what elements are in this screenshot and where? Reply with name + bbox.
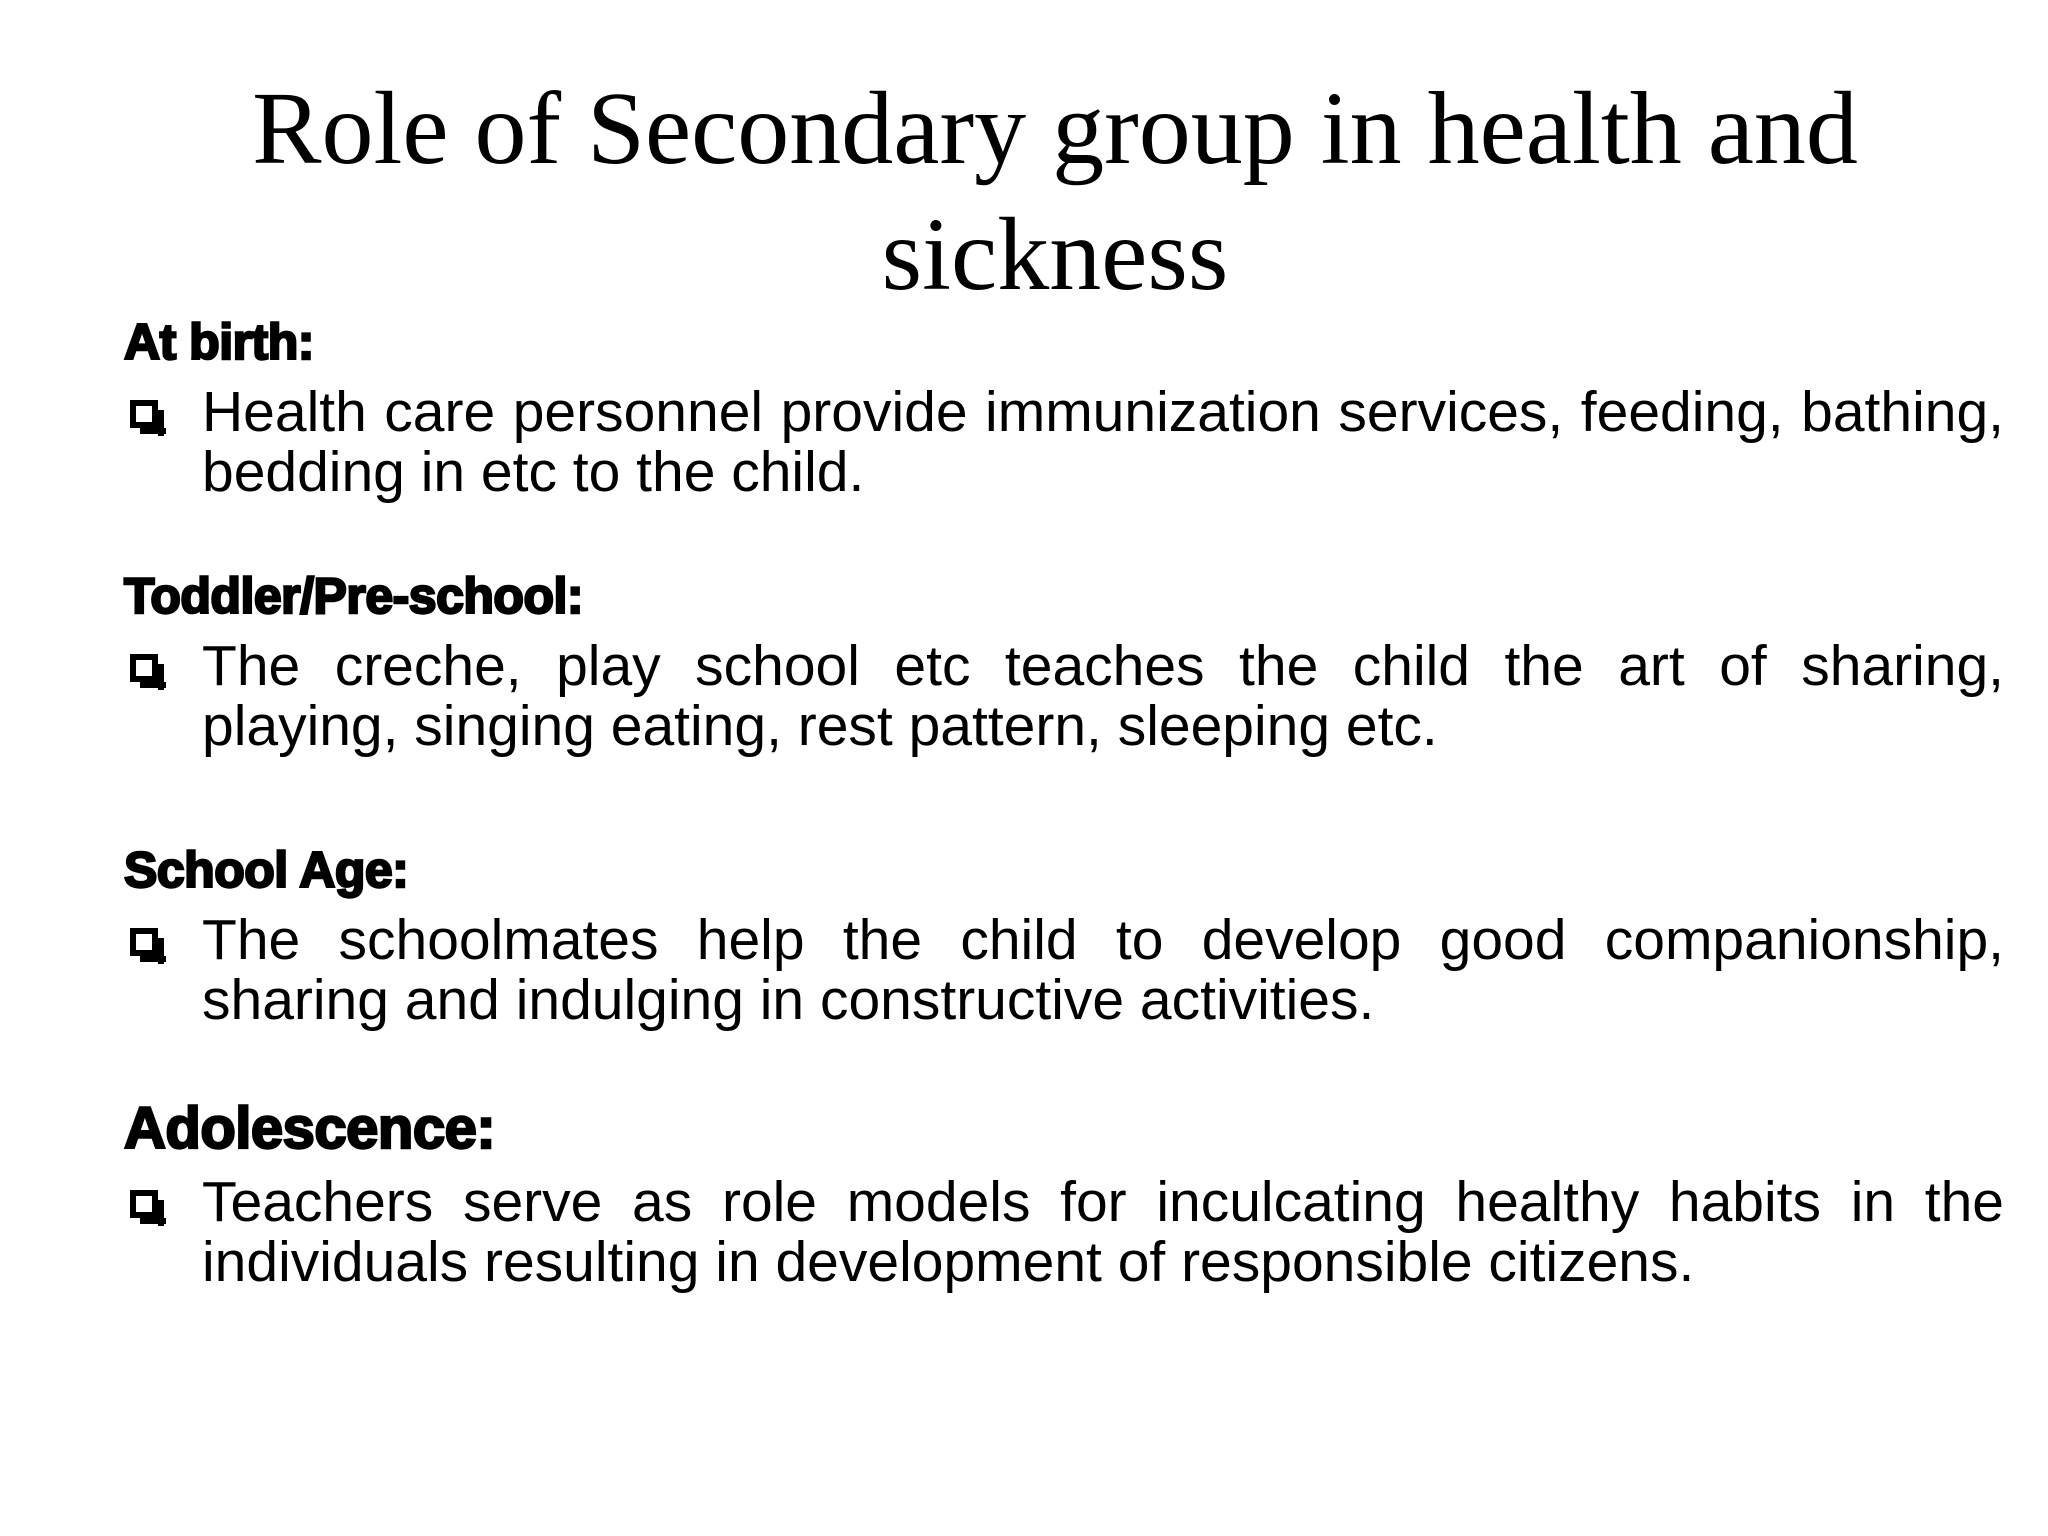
slide-title: Role of Secondary group in health and sickness: [252, 71, 1858, 312]
list-item: [124, 1172, 2004, 1292]
section-adolescence: [124, 1096, 2004, 1292]
bullet-text: The schoolmates help the child to develop good companionship, sharing and indulging in constructive activities.: [202, 908, 2004, 1032]
section-school-age: [124, 840, 2004, 1030]
list-item: [124, 910, 2004, 1030]
section-at-birth: [124, 312, 2004, 502]
list-item: [124, 382, 2004, 502]
checkbox-icon: [130, 654, 158, 682]
section-heading: Adolescence:: [124, 1096, 496, 1161]
bullet-text: Health care personnel provide immunization services, feeding, bathing, bedding in etc to the child.: [202, 380, 2004, 504]
bullet-text: Teachers serve as role models for inculcating healthy habits in the individuals resulting in development of responsible citizens.: [202, 1170, 2004, 1294]
section-toddler-pre-school: [124, 566, 2004, 756]
list-item: [124, 636, 2004, 756]
bullet-text: The creche, play school etc teaches the child the art of sharing, playing, singing eating, rest pattern, sleeping etc.: [202, 634, 2004, 758]
section-heading: School Age:: [124, 842, 409, 898]
checkbox-icon: [130, 1190, 158, 1218]
checkbox-icon: [130, 928, 158, 956]
checkbox-icon: [130, 400, 158, 428]
section-heading: At birth:: [124, 314, 314, 370]
section-heading: Toddler/Pre-school:: [124, 568, 584, 624]
